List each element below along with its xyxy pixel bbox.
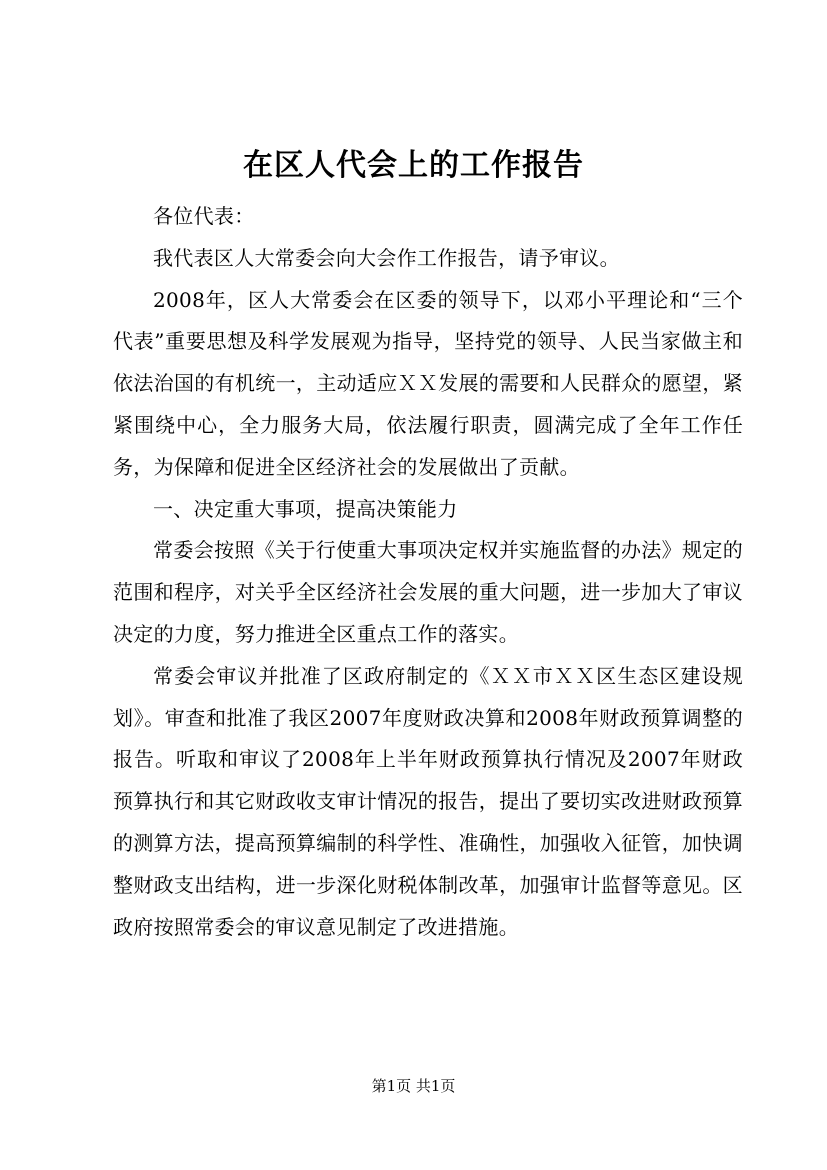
section-heading-1: 一、决定重大事项，提高决策能力: [153, 496, 458, 521]
paragraph-intro: 我代表区人大常委会向大会作工作报告，请予审议。: [153, 245, 620, 270]
paragraph-salutation: 各位代表：: [153, 204, 255, 228]
page-footer: [0, 1076, 827, 1096]
document-body: [113, 196, 743, 948]
paragraph-decision-scope: 常委会按照《关于行使重大事项决定权并实施监督的办法》规定的范围和程序，对关乎全区经济社会发展的重大问题，进一步加大了审议决定的力度，努力推进全区重点工作的落实。: [113, 538, 743, 646]
paragraph-budget-review: 常委会审议并批准了区政府制定的《ＸＸ市ＸＸ区生态区建设规划》。审查和批准了我区2007年度财政决算和2008年财政预算调整的报告。听取和审议了2008年上半年财政预算执行情况及2007年财政预算执行和其它财政收支审计情况的报告，提出了要切实改进财政预算的测算方法，提高预算编制的科学性、准确性，加强收入征管，加快调整财政支出结构，进一步深化财税体制改革，加强审计监督等意见。区政府按照常委会的审议意见制定了改进措施。: [113, 663, 743, 939]
page-number-label: 第1页 共1页: [371, 1077, 456, 1095]
paragraph-2008-summary: 2008年，区人大常委会在区委的领导下，以邓小平理论和“三个代表”重要思想及科学发展观为指导，坚持党的领导、人民当家做主和依法治国的有机统一，主动适应ＸＸ发展的需要和人民群众的愿望，紧紧围绕中心，全力服务大局，依法履行职责，圆满完成了全年工作任务，为保障和促进全区经济社会的发展做出了贡献。: [113, 287, 743, 479]
page-title: 在区人代会上的工作报告: [243, 148, 584, 183]
